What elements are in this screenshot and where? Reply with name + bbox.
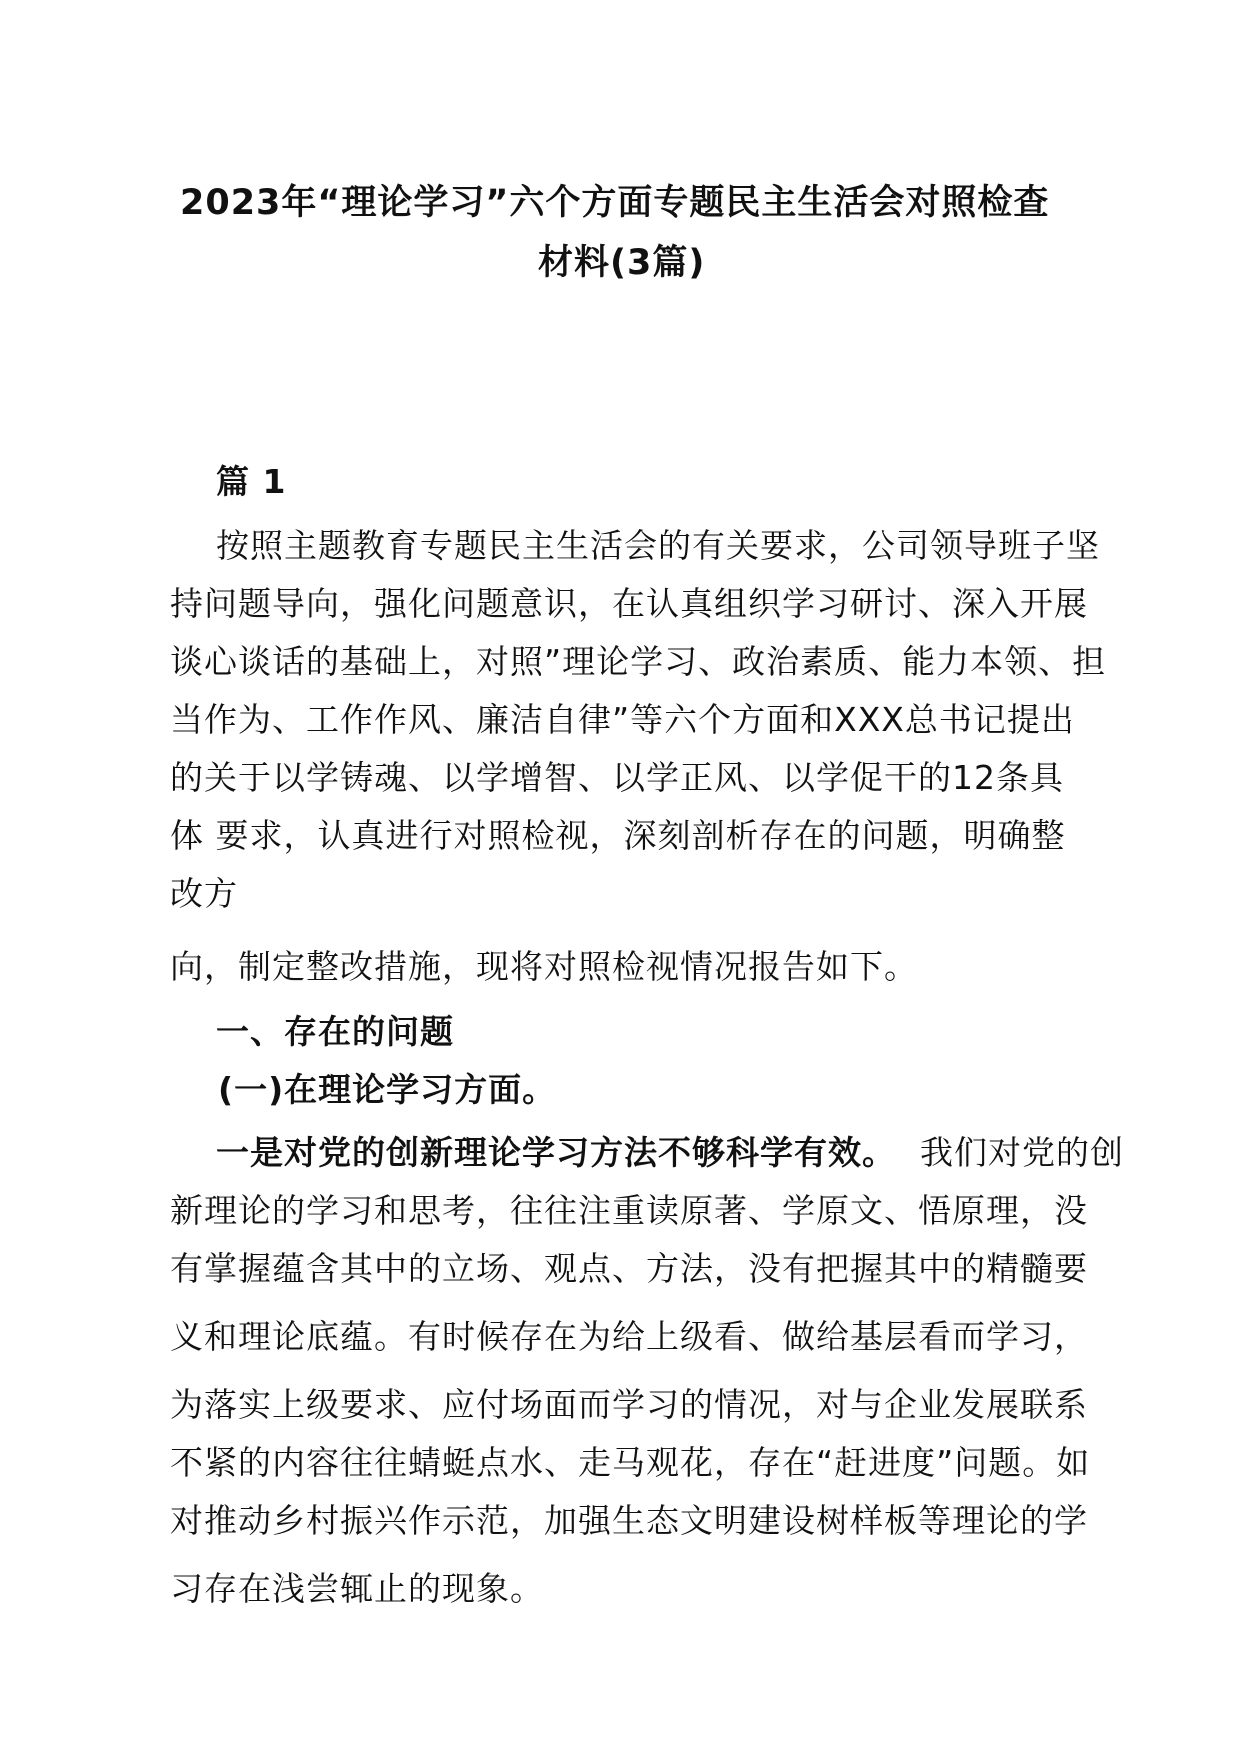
subsection-heading: (一)在理论学习方面。 <box>218 1070 557 1109</box>
point-1-line-2: 新理论的学习和思考，往往注重读原著、学原文、悟原理，没 <box>170 1191 1088 1230</box>
intro-line-6: 体 要求，认真进行对照检视，深刻剖析存在的问题，明确整 <box>170 816 1066 855</box>
document-title-line-1: 2023年“理论学习”六个方面专题民主生活会对照检查 <box>180 183 1050 223</box>
intro-line-5: 的关于以学铸魂、以学增智、以学正风、以学促干的12条具 <box>170 758 1064 797</box>
intro-line-8: 向，制定整改措施，现将对照检视情况报告如下。 <box>170 947 918 986</box>
point-1-first-line <box>216 1133 1124 1173</box>
point-1-line-8: 习存在浅尝辄止的现象。 <box>170 1569 544 1608</box>
chapter-heading: 篇 1 <box>216 462 287 501</box>
intro-line-7: 改方 <box>170 874 238 913</box>
section-heading: 一、存在的问题 <box>216 1012 454 1051</box>
document-title-line-2: 材料(3篇) <box>538 243 706 283</box>
point-1-line-5: 为落实上级要求、应付场面而学习的情况，对与企业发展联系 <box>170 1385 1088 1424</box>
point-1-line-4: 义和理论底蕴。有时候存在为给上级看、做给基层看而学习， <box>170 1317 1088 1356</box>
point-1-line-3: 有掌握蕴含其中的立场、观点、方法，没有把握其中的精髓要 <box>170 1249 1088 1288</box>
intro-line-4: 当作为、工作作风、廉洁自律”等六个方面和XXX总书记提出 <box>170 700 1075 739</box>
point-1-line-7: 对推动乡村振兴作示范，加强生态文明建设树样板等理论的学 <box>170 1501 1088 1540</box>
point-1-lead-sentence: 一是对党的创新理论学习方法不够科学有效。 <box>216 1133 896 1172</box>
intro-line-2: 持问题导向，强化问题意识，在认真组织学习研讨、深入开展 <box>170 584 1088 623</box>
point-1-line-6: 不紧的内容往往蜻蜓点水、走马观花，存在“赶进度”问题。如 <box>170 1443 1091 1482</box>
intro-line-3: 谈心谈话的基础上，对照”理论学习、政治素质、能力本领、担 <box>170 642 1107 681</box>
intro-line-1: 按照主题教育专题民主生活会的有关要求，公司领导班子坚 <box>216 526 1100 565</box>
point-1-first-line-rest: 我们对党的创 <box>920 1133 1124 1172</box>
